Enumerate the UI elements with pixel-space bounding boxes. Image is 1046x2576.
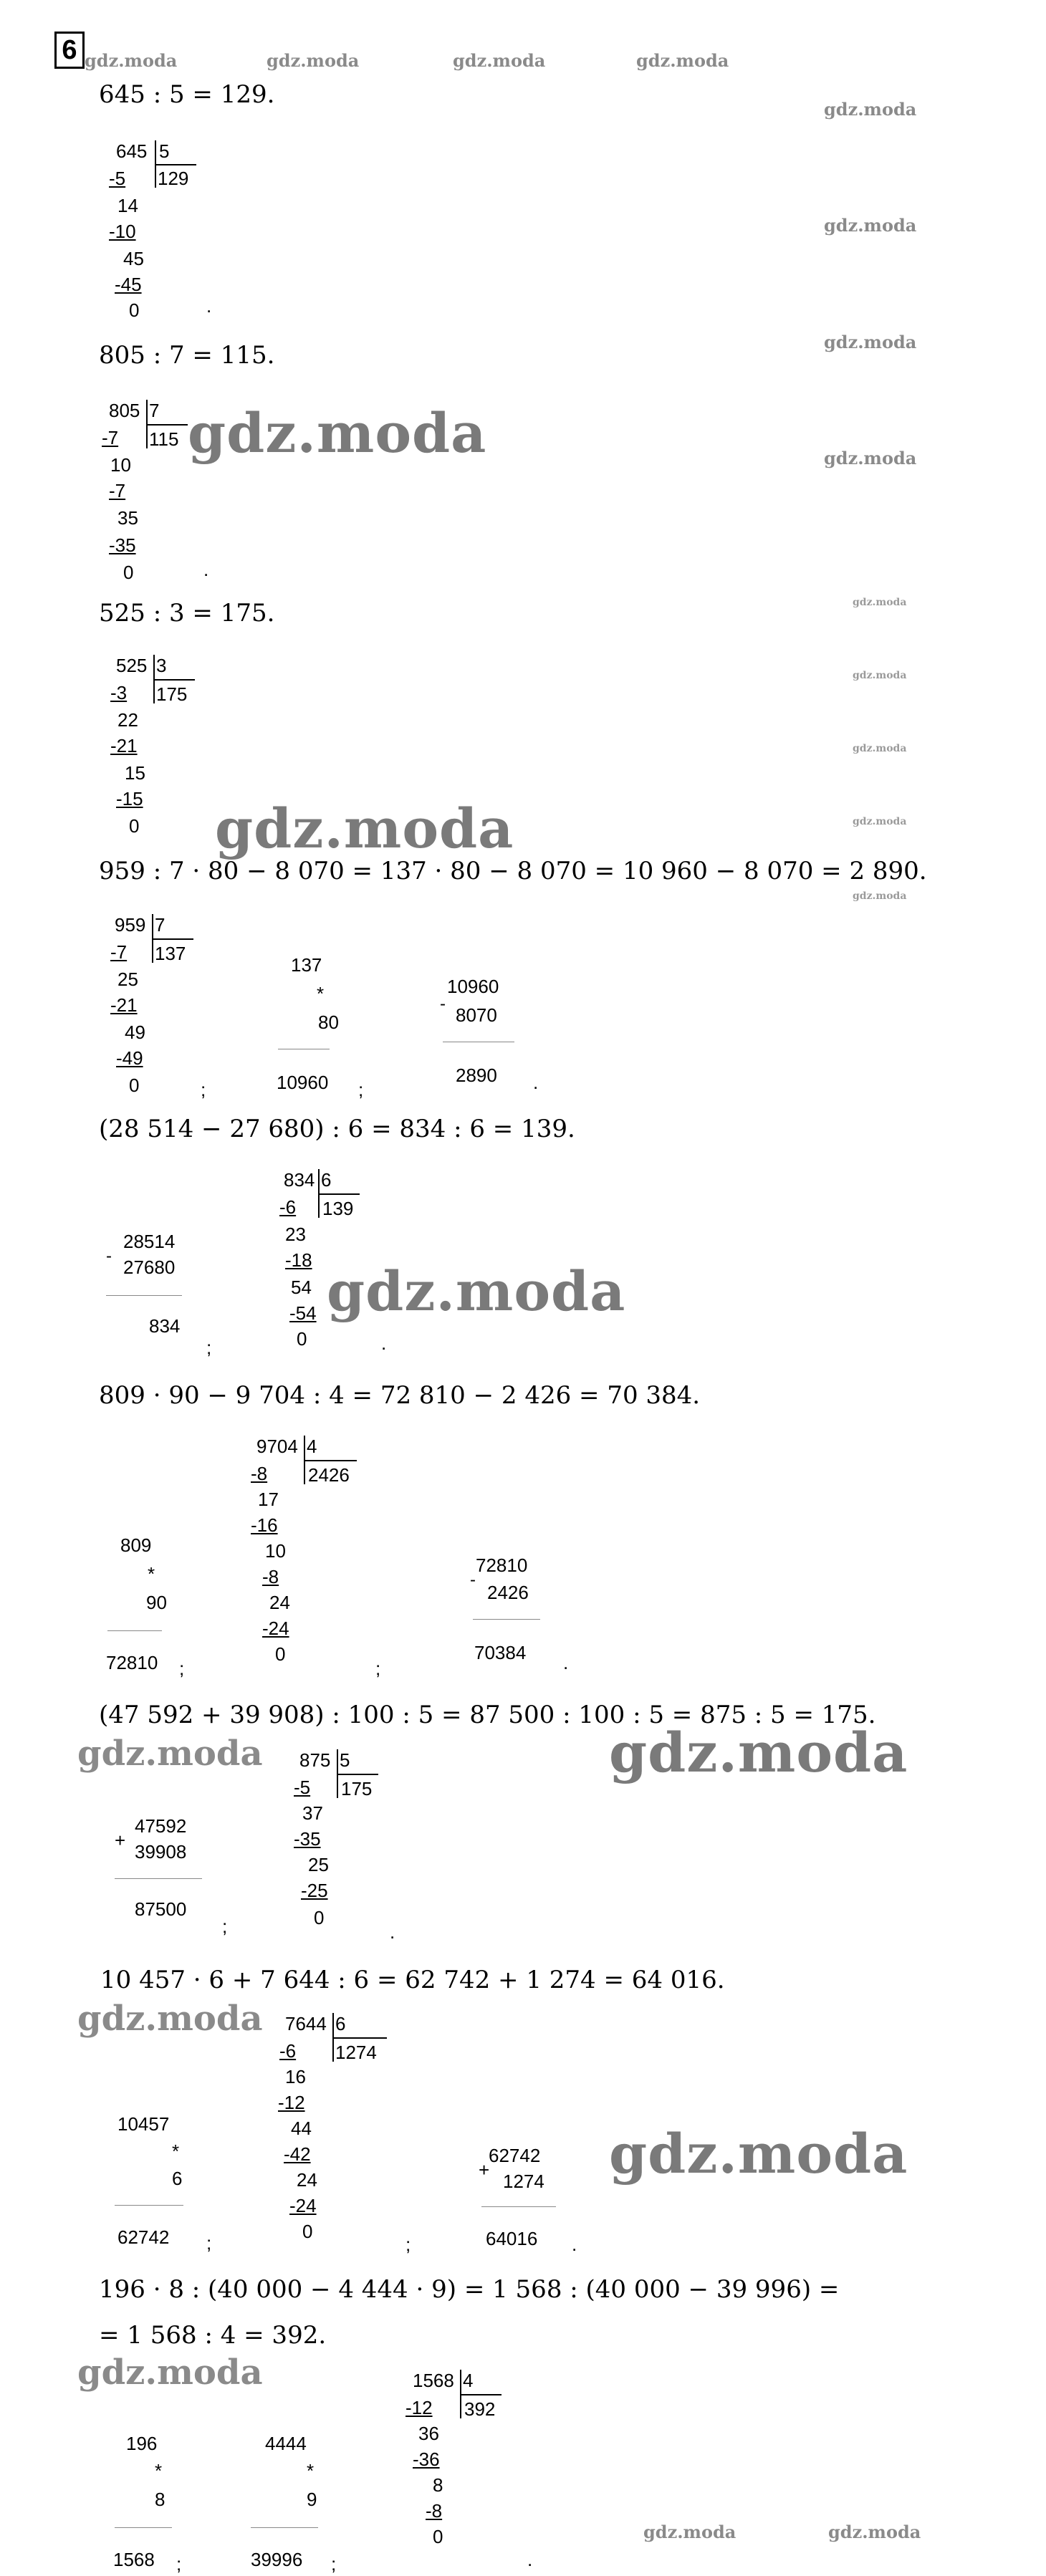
watermark-right-1: gdz.moda — [824, 99, 917, 120]
div1-quotient: 129 — [158, 168, 189, 189]
watermark-medium-1: gdz.moda — [77, 1734, 263, 1774]
mul6-b: 90 — [146, 1592, 167, 1613]
semicolon: ; — [358, 1079, 364, 1100]
div1-step: 0 — [129, 299, 140, 321]
watermark-right-3: gdz.moda — [824, 332, 917, 352]
semicolon: ; — [375, 1658, 381, 1679]
div8-step: -24 — [289, 2195, 317, 2216]
sub5-b: 27680 — [123, 1256, 176, 1278]
div7-dividend: 875 — [299, 1749, 331, 1771]
watermark-top-2: gdz.moda — [267, 50, 360, 71]
watermark-large-4: gdz.moda — [609, 1721, 908, 1784]
div8-step: -42 — [284, 2143, 311, 2165]
add8-op: + — [479, 2159, 490, 2181]
sub4-result: 2890 — [456, 1064, 497, 1086]
div4-step: -49 — [116, 1047, 143, 1069]
div5-quotient: 139 — [322, 1198, 354, 1219]
mul4-result: 10960 — [277, 1072, 329, 1093]
div4-step: 49 — [125, 1022, 145, 1043]
semicolon: ; — [206, 2232, 212, 2254]
div7-divisor: 5 — [340, 1749, 350, 1771]
add7-result: 87500 — [135, 1898, 187, 1920]
div6-divisor: 4 — [307, 1436, 317, 1457]
equation-1: 645 : 5 = 129. — [99, 80, 275, 109]
div4-step: 25 — [117, 969, 138, 990]
semicolon: ; — [206, 1337, 212, 1358]
watermark-bottom-1: gdz.moda — [643, 2522, 736, 2542]
div5-divisor: 6 — [321, 1169, 332, 1191]
sub5-op: - — [106, 1246, 112, 1266]
watermark-large-2: gdz.moda — [215, 797, 514, 860]
equation-3: 525 : 3 = 175. — [99, 599, 275, 628]
div2-step: -7 — [109, 480, 126, 501]
mul8-b: 6 — [172, 2168, 183, 2189]
watermark-medium-3: gdz.moda — [77, 2352, 263, 2393]
equation-7: (47 592 + 39 908) : 100 : 5 = 87 500 : 100 : 5 = 875 : 5 = 175. — [99, 1701, 876, 1729]
mul9b-a: 4444 — [265, 2433, 307, 2454]
mul6-op: * — [148, 1563, 155, 1585]
sub4-a: 10960 — [447, 976, 499, 997]
mul4-op: * — [317, 983, 325, 1004]
div7-step: -25 — [301, 1880, 328, 1901]
div2-divisor: 7 — [149, 400, 160, 421]
div2-step: 10 — [110, 454, 131, 476]
div1-step: -10 — [109, 221, 136, 242]
watermark-tiny-1: gdz.moda — [853, 597, 907, 608]
watermark-tiny-2: gdz.moda — [853, 670, 907, 681]
mul4-a: 137 — [291, 954, 322, 976]
equation-9: 196 · 8 : (40 000 − 4 444 · 9) = 1 568 : (40 000 − 39 996) = — [99, 2275, 840, 2304]
add8-b: 1274 — [503, 2171, 544, 2192]
div3-divisor: 3 — [156, 655, 167, 676]
sub5-result: 834 — [149, 1315, 181, 1337]
div3-step: 22 — [117, 709, 138, 731]
div9-quotient: 392 — [464, 2398, 496, 2420]
div7-step: 25 — [308, 1854, 329, 1875]
div3-step: -15 — [116, 788, 143, 809]
div8-divisor: 6 — [335, 2013, 346, 2034]
div9-step: -36 — [413, 2448, 440, 2470]
div7-step: 0 — [314, 1907, 325, 1928]
div5-step: -54 — [289, 1302, 317, 1324]
mul9b-result: 39996 — [251, 2549, 303, 2570]
watermark-large-5: gdz.moda — [609, 2122, 908, 2186]
div6-dividend: 9704 — [256, 1436, 298, 1457]
div3-step: 15 — [125, 762, 145, 784]
equation-5: (28 514 − 27 680) : 6 = 834 : 6 = 139. — [99, 1115, 575, 1143]
watermark-top-3: gdz.moda — [453, 50, 546, 71]
watermark-top-4: gdz.moda — [636, 50, 729, 71]
period: . — [527, 2549, 533, 2570]
mul8-a: 10457 — [117, 2113, 170, 2135]
semicolon: ; — [179, 1658, 185, 1679]
period: . — [203, 559, 209, 580]
sub6-result: 70384 — [474, 1642, 527, 1663]
div6-step: -24 — [262, 1618, 289, 1639]
sub6-op: - — [470, 1570, 476, 1590]
div4-step: -7 — [110, 941, 128, 963]
add7-b: 39908 — [135, 1841, 187, 1863]
div6-quotient: 2426 — [308, 1464, 350, 1486]
watermark-medium-2: gdz.moda — [77, 1999, 263, 2039]
div9-divisor: 4 — [463, 2370, 474, 2391]
div3-step: 0 — [129, 815, 140, 837]
sub5-a: 28514 — [123, 1231, 176, 1252]
semicolon: ; — [201, 1079, 206, 1100]
mul9b-op: * — [307, 2460, 315, 2481]
equation-6: 809 · 90 − 9 704 : 4 = 72 810 − 2 426 = 70 384. — [99, 1381, 701, 1410]
div6-step: 10 — [265, 1540, 286, 1562]
div7-step: 37 — [302, 1802, 323, 1824]
add8-result: 64016 — [486, 2228, 538, 2249]
semicolon: ; — [222, 1916, 228, 1937]
mul6-result: 72810 — [106, 1652, 158, 1673]
div1-step: -5 — [109, 168, 126, 189]
div6-step: -8 — [251, 1463, 268, 1484]
div2-step: -7 — [102, 427, 119, 448]
equation-9-cont: = 1 568 : 4 = 392. — [99, 2321, 327, 2350]
watermark-large-3: gdz.moda — [327, 1259, 626, 1323]
semicolon: ; — [331, 2553, 337, 2575]
add7-op: + — [115, 1830, 126, 1851]
div5-dividend: 834 — [284, 1169, 315, 1191]
semicolon: ; — [406, 2234, 411, 2255]
sub4-b: 8070 — [456, 1004, 497, 1026]
add8-a: 62742 — [489, 2145, 541, 2166]
div5-step: -18 — [285, 1249, 312, 1271]
div1-step: 14 — [117, 195, 138, 216]
semicolon: ; — [176, 2553, 182, 2575]
div8-dividend: 7644 — [285, 2013, 327, 2034]
div8-step: -6 — [279, 2040, 297, 2062]
watermark-large-1: gdz.moda — [188, 401, 487, 465]
div4-step: 0 — [129, 1075, 140, 1096]
equation-2: 805 : 7 = 115. — [99, 341, 275, 370]
add7-a: 47592 — [135, 1815, 187, 1837]
task-number: 6 — [54, 32, 85, 69]
div5-step: 23 — [285, 1224, 306, 1245]
watermark-top-1: gdz.moda — [85, 50, 178, 71]
period: . — [381, 1332, 387, 1354]
mul8-op: * — [172, 2140, 180, 2162]
div1-step: 45 — [123, 248, 144, 269]
mul6-a: 809 — [120, 1534, 152, 1556]
mul8-result: 62742 — [117, 2226, 170, 2248]
sub4-op: - — [440, 994, 446, 1014]
equation-4: 959 : 7 · 80 − 8 070 = 137 · 80 − 8 070 = 10 960 − 8 070 = 2 890. — [99, 857, 927, 885]
div6-step: -8 — [262, 1566, 279, 1587]
watermark-right-2: gdz.moda — [824, 215, 917, 236]
period: . — [206, 295, 212, 317]
mul9a-result: 1568 — [113, 2549, 155, 2570]
mul4-b: 80 — [318, 1011, 339, 1033]
div1-divisor: 5 — [159, 140, 170, 162]
div7-quotient: 175 — [341, 1778, 373, 1799]
div2-step: 35 — [117, 507, 138, 529]
div5-step: 54 — [291, 1277, 312, 1298]
mul9a-b: 8 — [155, 2489, 165, 2510]
mul9a-a: 196 — [126, 2433, 158, 2454]
div4-dividend: 959 — [115, 914, 146, 936]
div4-step: -21 — [110, 994, 138, 1016]
div9-step: 0 — [433, 2526, 443, 2547]
mul9a-op: * — [155, 2460, 163, 2481]
div7-step: -5 — [294, 1777, 311, 1798]
watermark-right-4: gdz.moda — [824, 448, 917, 468]
div2-step: 0 — [123, 562, 134, 583]
div2-dividend: 805 — [109, 400, 140, 421]
div8-step: 16 — [285, 2066, 306, 2087]
period: . — [533, 1072, 539, 1093]
div6-step: -16 — [251, 1514, 278, 1536]
div3-dividend: 525 — [116, 655, 148, 676]
div8-step: 44 — [291, 2118, 312, 2139]
div8-step: -12 — [278, 2092, 305, 2113]
watermark-tiny-3: gdz.moda — [853, 743, 907, 754]
watermark-bottom-2: gdz.moda — [828, 2522, 921, 2542]
div3-step: -3 — [110, 682, 128, 703]
div9-step: -8 — [426, 2500, 443, 2522]
watermark-tiny-5: gdz.moda — [853, 890, 907, 902]
period: . — [390, 1921, 395, 1943]
div3-step: -21 — [110, 735, 138, 756]
mul9b-b: 9 — [307, 2489, 317, 2510]
div1-dividend: 645 — [116, 140, 148, 162]
period: . — [563, 1652, 569, 1673]
div9-step: 36 — [418, 2423, 439, 2444]
div9-step: 8 — [433, 2474, 443, 2496]
div5-step: -6 — [279, 1196, 297, 1218]
div3-quotient: 175 — [156, 683, 188, 705]
period: . — [572, 2234, 577, 2255]
div8-quotient: 1274 — [335, 2042, 377, 2063]
div9-dividend: 1568 — [413, 2370, 454, 2391]
div1-step: -45 — [115, 274, 142, 295]
div8-step: 24 — [297, 2169, 317, 2191]
div7-step: -35 — [294, 1828, 321, 1850]
div2-quotient: 115 — [149, 428, 179, 450]
div6-step: 24 — [269, 1592, 290, 1613]
sub6-a: 72810 — [476, 1554, 528, 1576]
div4-divisor: 7 — [155, 914, 165, 936]
watermark-tiny-4: gdz.moda — [853, 816, 907, 827]
div8-step: 0 — [302, 2221, 313, 2242]
div6-step: 0 — [275, 1643, 286, 1665]
div5-step: 0 — [297, 1328, 307, 1350]
div2-step: -35 — [109, 534, 136, 556]
equation-8: 10 457 · 6 + 7 644 : 6 = 62 742 + 1 274 = 64 016. — [100, 1966, 725, 1994]
div4-quotient: 137 — [155, 943, 186, 964]
div9-step: -12 — [406, 2397, 433, 2418]
div6-step: 17 — [258, 1489, 279, 1510]
sub6-b: 2426 — [487, 1582, 529, 1603]
